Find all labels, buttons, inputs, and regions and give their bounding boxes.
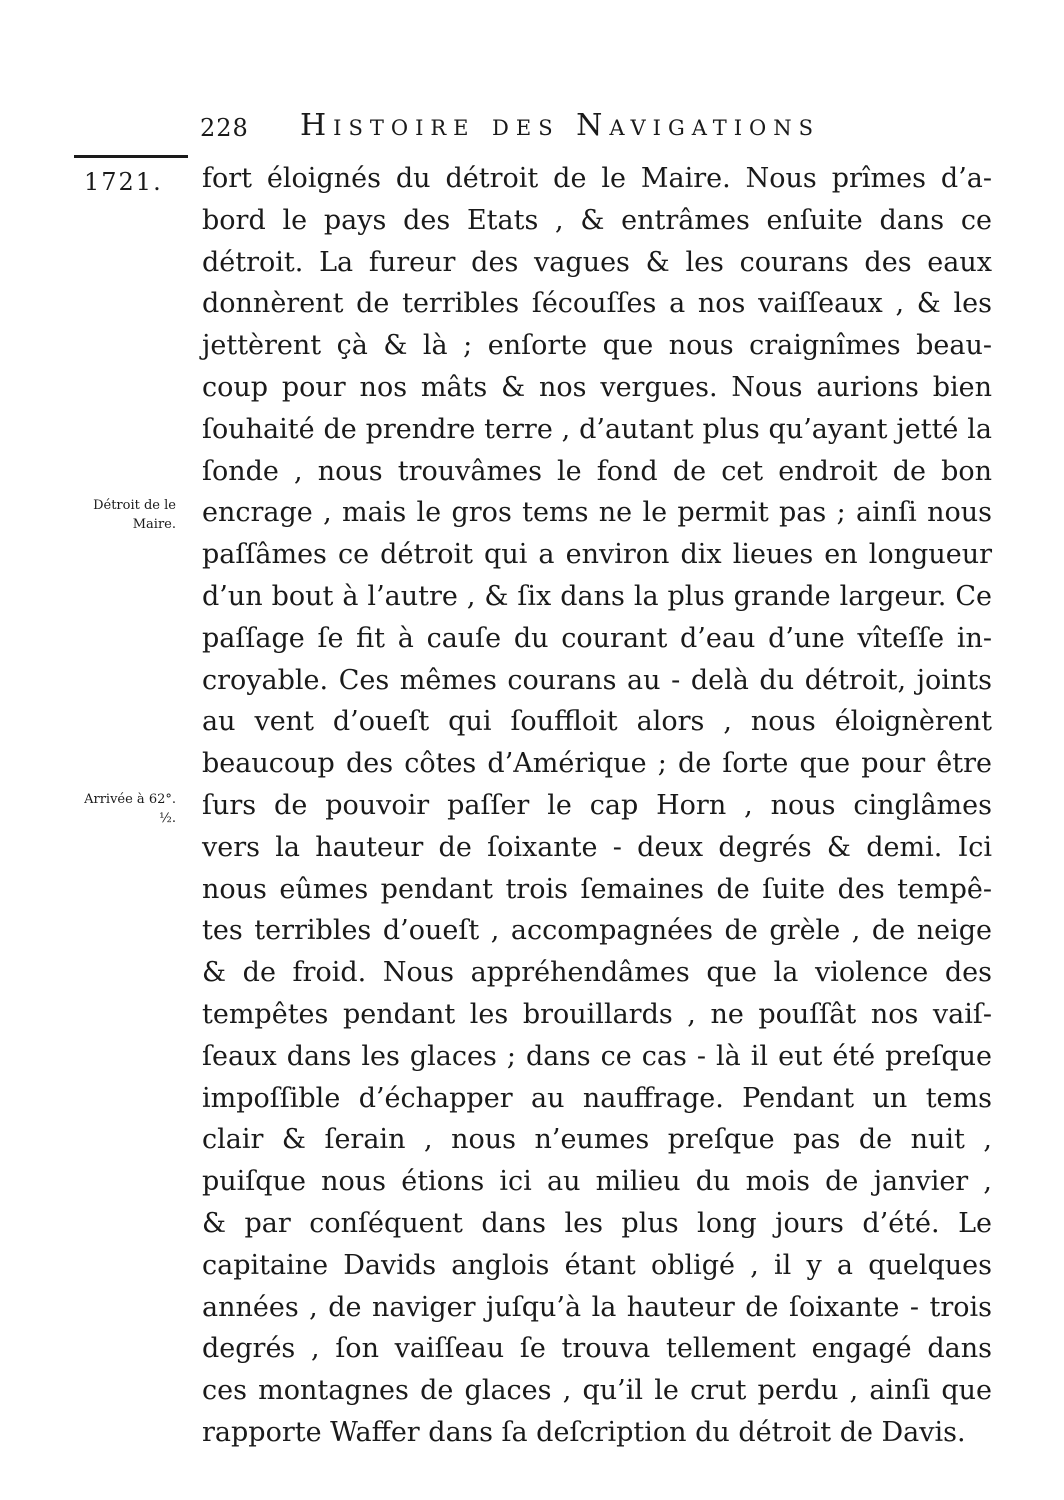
text-line: croyable. Ces mêmes courans au - delà du détroit, joints [202, 664, 992, 696]
text-line: ſonde , nous trouvâmes le fond de cet endroit de bon [202, 455, 992, 487]
text-line: encrage , mais le gros tems ne le permit pas ; ainſi nous [202, 497, 992, 529]
margin-rule [74, 155, 188, 158]
text-line: ſouhaité de prendre terre , d’autant plus qu’ayant jetté la [202, 413, 992, 445]
text-line: au vent d’oueſt qui ſouffloit alors , nous éloignèrent [202, 706, 992, 738]
margin-year: 1721. [84, 168, 163, 196]
running-title: Histoire des Navigations [300, 108, 821, 143]
text-line: rapporte Waffer dans ſa deſcription du détroit de Davis. [202, 1416, 966, 1448]
text-line: nous eûmes pendant trois ſemaines de ſuite des tempê- [202, 873, 992, 905]
margin-note-detroit: Détroit de le Maire. [93, 498, 176, 532]
text-line: beaucoup des côtes d’Amérique ; de ſorte que pour être [202, 748, 992, 780]
text-line: ſurs de pouvoir paſſer le cap Horn , nous cinglâmes [202, 789, 992, 821]
text-line: fort éloignés du détroit de le Maire. Nous prîmes d’a- [202, 163, 992, 194]
text-line: & par conſéquent dans les plus long jours d’été. Le [202, 1207, 992, 1239]
page-number: 228 [200, 114, 249, 142]
text-line: jettèrent çà & là ; enſorte que nous craignîmes beau- [202, 330, 992, 362]
text-line: vers la hauteur de ſoixante - deux degrés & demi. Ici [202, 831, 992, 863]
text-line: donnèrent de terribles ſécouſſes a nos vaiſſeaux , & les [202, 288, 992, 320]
text-line: clair & ſerain , nous n’eumes preſque pas de nuit , [202, 1124, 992, 1156]
text-line: puiſque nous étions ici au milieu du mois de janvier , [202, 1166, 992, 1198]
text-line: tes terribles d’oueſt , accompagnées de grèle , de neige [202, 915, 992, 947]
text-line: années , de naviger juſqu’à la hauteur de ſoixante - trois [202, 1291, 992, 1323]
text-line: coup pour nos mâts & nos vergues. Nous aurions bien [202, 371, 992, 403]
text-line: degrés , ſon vaiſſeau ſe trouva tellement engagé dans [202, 1333, 992, 1365]
text-line: capitaine Davids anglois étant obligé , il y a quelques [202, 1249, 992, 1281]
text-line: ſeaux dans les glaces ; dans ce cas - là il eut été preſque [202, 1040, 992, 1072]
page-header [200, 108, 960, 148]
text-line: ces montagnes de glaces , qu’il le crut perdu , ainſi que [202, 1375, 992, 1407]
text-line: paſſâmes ce détroit qui a environ dix lieues en longueur [202, 539, 992, 571]
text-line: bord le pays des Etats , & entrâmes enſuite dans ce [202, 204, 992, 236]
text-line: tempêtes pendant les brouillards , ne pouſſât nos vaiſ- [202, 998, 992, 1030]
text-line: impoſſible d’échapper au nauffrage. Pendant un tems [202, 1082, 992, 1114]
body-text [202, 158, 992, 1454]
text-line: & de froid. Nous appréhendâmes que la violence des [202, 957, 992, 989]
text-line: paſſage ſe fit à cauſe du courant d’eau d’une vîteſſe in- [202, 622, 992, 654]
text-line: d’un bout à l’autre , & ſix dans la plus grande largeur. Ce [202, 580, 992, 612]
margin-note-arrivee: Arrivée à 62°. ½. [84, 792, 176, 826]
text-line: détroit. La fureur des vagues & les courans des eaux [202, 246, 992, 278]
